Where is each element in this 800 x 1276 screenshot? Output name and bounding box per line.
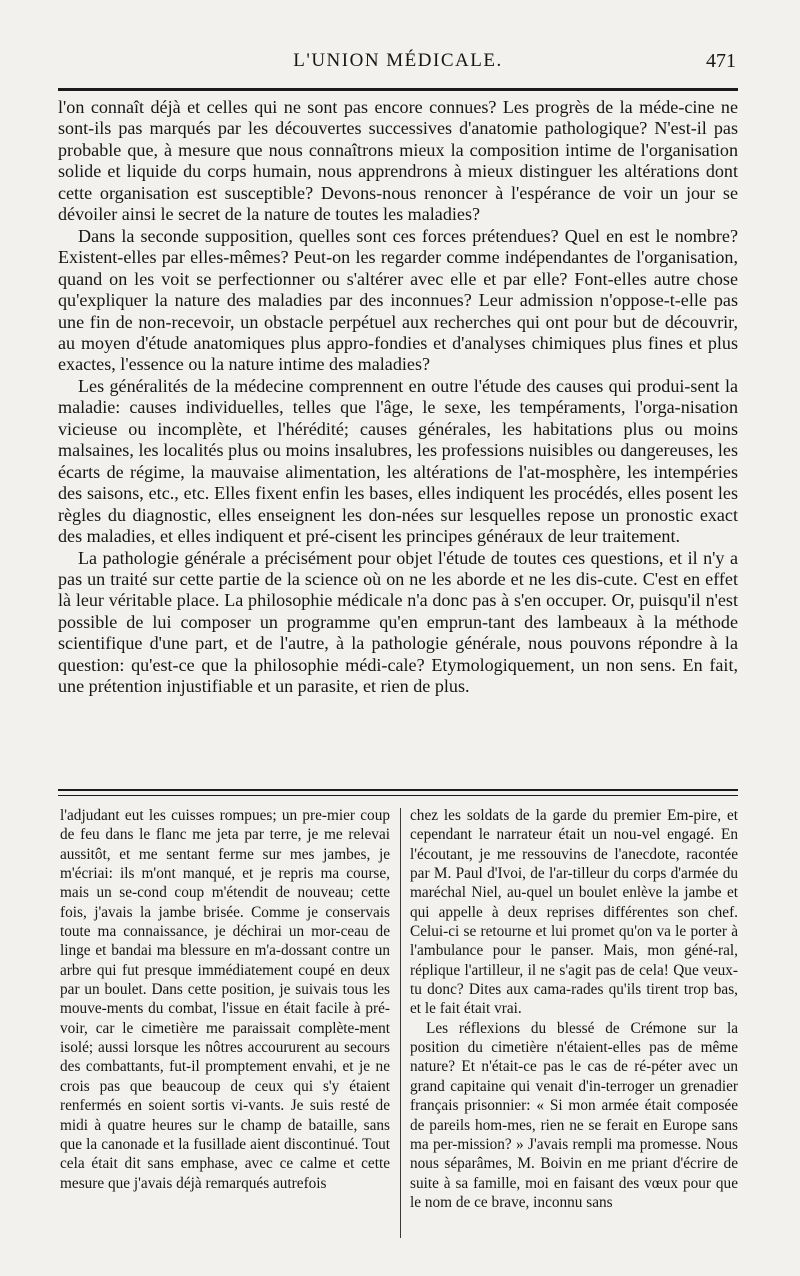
feuilleton-paragraph: l'adjudant eut les cuisses rompues; un pre-mier coup de feu dans le flanc me jeta par terre, je me relevai aussitôt, et me sentant ferme sur mes jambes, je m'écriai: ils m'ont manqué, et je repris ma course, mais un se-cond coup m'étendit de nouveau; cette fois, j'avais la jambe brisée. Comme je conservais toute ma connaissance, je déchirai un mor-ceau de linge et bandai ma blessure en m'a-dossant contre un arbre qui fut presque immédiatement coupé en deux par un boulet. Dans cette position, je suivais tous les mouve-ments du combat, l'issue en était facile à pré-voir, car le cimetière me paraissait complète-ment isolé; aussi lorsque les nôtres accoururent au secours des combattants, fut-il promptement envahi, et je ne crois pas que beaucoup de ceux qui s'y étaient renfermés en soient sortis vi-vants. Je suis resté de midi à quatre heures sur le champ de bataille, sans que la canonade et la fusillade aient discontinué. Tout cela était dit sans emphase, avec ce calme et cette mesure que j'avais déjà remarqués autrefois [60, 807, 390, 1192]
column-divider [400, 808, 401, 1238]
article-paragraph: Les généralités de la médecine comprennent en outre l'étude des causes qui produi-sent la maladie: causes individuelles, telles que l'âge, le sexe, les tempéraments, l'orga-nisation vicieuse ou incomplète, et l'hérédité; causes générales, les habitations plus ou moins malsaines, les localités plus ou moins insalubres, les professions nuisibles ou dangereuses, les écarts de régime, la mauvaise alimentation, les altérations de l'at-mosphère, les intempéries des saisons, etc., etc. Elles fixent enfin les bases, elles indiquent les procédés, elles posent les règles du diagnostic, elles enseignent les don-nées sur lesquelles repose un pronostic exact des maladies, et elles indiquent et pré-cisent les principes généraux de leur traitement. [58, 375, 738, 547]
running-head: L'UNION MÉDICALE. [293, 50, 503, 71]
feuilleton-paragraph: chez les soldats de la garde du premier Em-pire, et cependant le narrateur était un nou-vel engagé. En l'écoutant, je me ressouvins de l'anecdote, racontée par M. Paul d'Ivoi, de l'ar-tilleur du corps d'armée du maréchal Niel, au-quel un boulet enlève la jambe et qui appelle à deux reprises différentes son chef. Celui-ci se retourne et lui promet qu'on va le porter à l'ambulance pour le panser. Mais, mon géné-ral, réplique l'artilleur, il ne s'agit pas de cela! Que veux-tu donc? Dites aux cama-rades qu'ils tirent trop bas, et le fait était vrai. [410, 807, 738, 1018]
feuilleton-right-column [410, 806, 738, 1212]
article-paragraph: Dans la seconde supposition, quelles sont ces forces prétendues? Quel en est le nombre? Existent-elles par elles-mêmes? Peut-on les regarder comme indépendantes de l'organisation, quand on les voit se perfectionner ou s'altérer avec elle et par elle? Font-elles autre chose qu'expliquer la nature des maladies par des inconnues? Leur admission n'oppose-t-elle pas une fin de non-recevoir, un obstacle perpétuel aux recherches qui ont pour but de découvrir, au moyen d'étude anatomiques plus appro-fondies et d'analyses chimiques plus fines et plus exactes, l'essence ou la nature intime des maladies? [58, 225, 738, 375]
page-number: 471 [706, 50, 736, 72]
article-paragraph: l'on connaît déjà et celles qui ne sont pas encore connues? Les progrès de la méde-cine ne sont-ils pas marqués par les découvertes successives d'anatomie pathologique? N'est-il pas probable que, à mesure que nous connaîtrons mieux la composition intime de l'organisation solide et liquide du corps humain, nous apprendrons à mieux distinguer les altérations dont cette organisation est susceptible? Devons-nous renoncer à l'espérance de voir un jour se dévoiler ainsi le secret de la nature de toutes les maladies? [58, 97, 738, 225]
feuilleton-paragraph: Les réflexions du blessé de Crémone sur la position du cimetière n'étaient-elles pas de même nature? Et n'était-ce pas le cas de ré-péter avec un grand capitaine qui venait d'in-terroger un grenadier français prisonnier: « Si mon armée était composée de pareils hom-mes, rien ne se ferait en Europe sans ma per-mission? » J'avais rempli ma promesse. Nous nous séparâmes, M. Boivin en me priant d'écrire de suite à sa famille, moi en faisant des vœux pour que le nom de ce brave, inconnu sans [410, 1019, 738, 1211]
feuilleton-left-column [60, 806, 390, 1193]
header-rule [58, 88, 738, 91]
page-header [60, 50, 736, 78]
main-article-text [58, 97, 738, 698]
feuilleton-separator-rule [58, 789, 738, 796]
article-paragraph: La pathologie générale a précisément pour objet l'étude de toutes ces questions, et il n'y a pas un traité sur cette partie de la science où on ne les aborde et ne les dis-cute. C'est en effet là leur véritable place. La philosophie médicale n'a donc pas à s'en occuper. Or, puisqu'il n'est possible de lui composer un programme qu'en emprun-tant des lambeaux à la méthode scientifique d'une part, et de l'autre, à la pathologie générale, nous pouvons répondre à la question: qu'est-ce que la philosophie médi-cale? Etymologiquement, un non sens. En fait, une prétention injustifiable et un parasite, et rien de plus. [58, 547, 738, 697]
